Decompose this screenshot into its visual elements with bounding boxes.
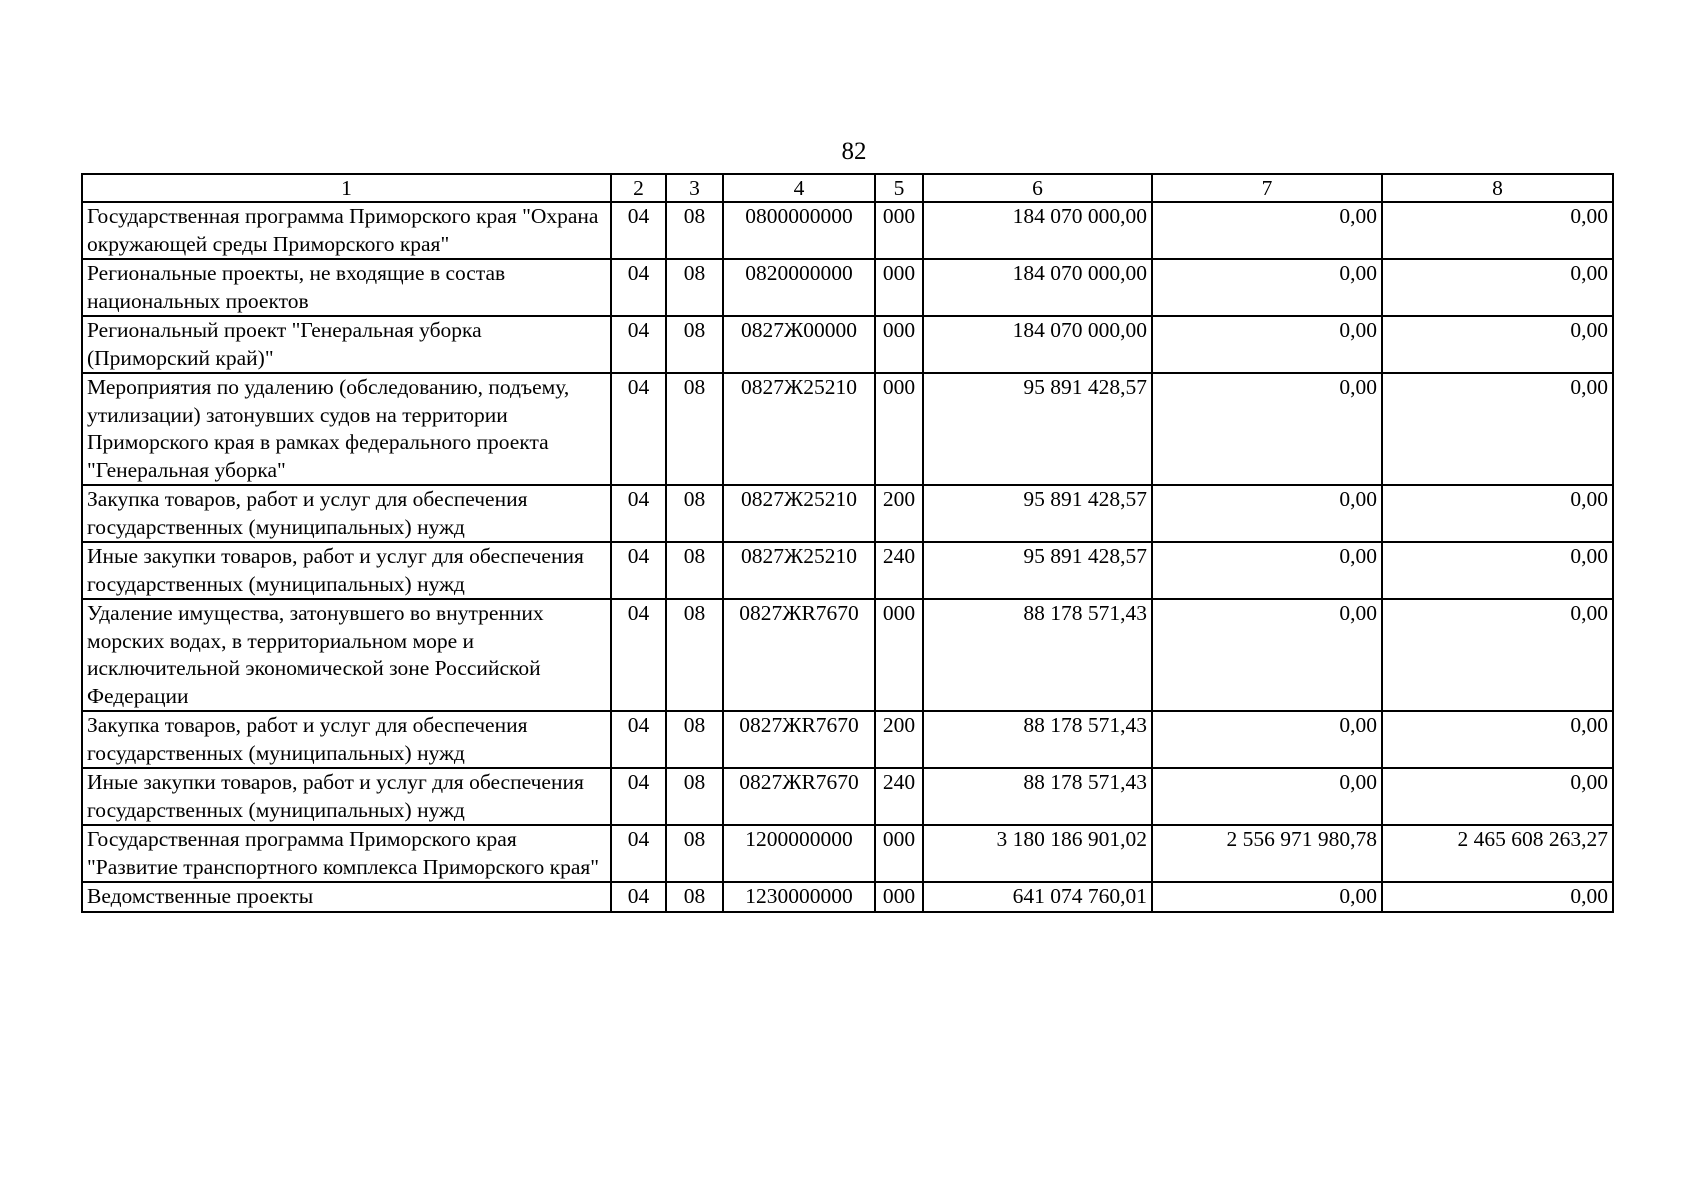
row-section: 04 [611, 882, 666, 912]
row-section: 04 [611, 259, 666, 316]
row-amount-8: 0,00 [1382, 711, 1613, 768]
row-amount-8: 0,00 [1382, 485, 1613, 542]
row-amount-6: 184 070 000,00 [923, 259, 1152, 316]
row-amount-7: 2 556 971 980,78 [1152, 825, 1382, 882]
row-amount-7: 0,00 [1152, 485, 1382, 542]
column-header: 2 [611, 174, 666, 202]
row-amount-8: 0,00 [1382, 768, 1613, 825]
column-header: 3 [666, 174, 723, 202]
row-name: Государственная программа Приморского края "Развитие транспортного комплекса Приморского края" [82, 825, 611, 882]
row-expense-type: 000 [875, 373, 923, 485]
row-section: 04 [611, 825, 666, 882]
row-amount-6: 184 070 000,00 [923, 316, 1152, 373]
row-name: Региональные проекты, не входящие в состав национальных проектов [82, 259, 611, 316]
row-subsection: 08 [666, 711, 723, 768]
row-amount-6: 88 178 571,43 [923, 599, 1152, 711]
budget-table [81, 173, 1614, 913]
table-row [82, 485, 1613, 542]
row-amount-6: 184 070 000,00 [923, 202, 1152, 259]
row-name: Мероприятия по удалению (обследованию, подъему, утилизации) затонувших судов на территории Приморского края в рамках федерального проекта "Генеральная уборка" [82, 373, 611, 485]
row-amount-6: 95 891 428,57 [923, 485, 1152, 542]
column-header: 4 [723, 174, 875, 202]
column-header: 5 [875, 174, 923, 202]
row-expense-type: 000 [875, 259, 923, 316]
table-row [82, 711, 1613, 768]
row-section: 04 [611, 542, 666, 599]
row-name: Закупка товаров, работ и услуг для обеспечения государственных (муниципальных) нужд [82, 485, 611, 542]
row-target-code: 1230000000 [723, 882, 875, 912]
row-subsection: 08 [666, 373, 723, 485]
page-number: 82 [841, 138, 867, 165]
row-amount-6: 3 180 186 901,02 [923, 825, 1152, 882]
row-subsection: 08 [666, 768, 723, 825]
row-amount-7: 0,00 [1152, 316, 1382, 373]
row-expense-type: 200 [875, 711, 923, 768]
column-header: 7 [1152, 174, 1382, 202]
row-name: Иные закупки товаров, работ и услуг для обеспечения государственных (муниципальных) нужд [82, 542, 611, 599]
row-section: 04 [611, 373, 666, 485]
row-section: 04 [611, 316, 666, 373]
row-amount-7: 0,00 [1152, 768, 1382, 825]
row-subsection: 08 [666, 316, 723, 373]
row-amount-8: 0,00 [1382, 373, 1613, 485]
row-expense-type: 000 [875, 882, 923, 912]
table-row [82, 202, 1613, 259]
row-amount-6: 95 891 428,57 [923, 373, 1152, 485]
table-row [82, 599, 1613, 711]
table-row [82, 542, 1613, 599]
row-subsection: 08 [666, 882, 723, 912]
row-subsection: 08 [666, 825, 723, 882]
row-subsection: 08 [666, 542, 723, 599]
row-target-code: 0827Ж00000 [723, 316, 875, 373]
row-amount-7: 0,00 [1152, 711, 1382, 768]
row-name: Государственная программа Приморского края "Охрана окружающей среды Приморского края" [82, 202, 611, 259]
row-target-code: 0820000000 [723, 259, 875, 316]
row-expense-type: 000 [875, 825, 923, 882]
row-amount-7: 0,00 [1152, 599, 1382, 711]
column-header: 1 [82, 174, 611, 202]
row-name: Региональный проект "Генеральная уборка (Приморский край)" [82, 316, 611, 373]
row-amount-6: 88 178 571,43 [923, 768, 1152, 825]
row-subsection: 08 [666, 599, 723, 711]
row-amount-8: 0,00 [1382, 882, 1613, 912]
row-expense-type: 000 [875, 202, 923, 259]
row-target-code: 0827Ж25210 [723, 542, 875, 599]
row-amount-8: 2 465 608 263,27 [1382, 825, 1613, 882]
row-target-code: 0827ЖR7670 [723, 599, 875, 711]
row-amount-8: 0,00 [1382, 542, 1613, 599]
table-row [82, 316, 1613, 373]
row-amount-7: 0,00 [1152, 259, 1382, 316]
row-section: 04 [611, 768, 666, 825]
row-name: Удаление имущества, затонувшего во внутренних морских водах, в территориальном море и исключительной экономической зоне Российской Федерации [82, 599, 611, 711]
row-subsection: 08 [666, 485, 723, 542]
row-expense-type: 200 [875, 485, 923, 542]
table-row [82, 373, 1613, 485]
table-row [82, 825, 1613, 882]
row-amount-7: 0,00 [1152, 882, 1382, 912]
row-expense-type: 240 [875, 768, 923, 825]
row-target-code: 0827ЖR7670 [723, 768, 875, 825]
table-row [82, 768, 1613, 825]
row-amount-8: 0,00 [1382, 316, 1613, 373]
row-section: 04 [611, 599, 666, 711]
row-amount-8: 0,00 [1382, 599, 1613, 711]
row-expense-type: 240 [875, 542, 923, 599]
table-row [82, 259, 1613, 316]
row-amount-7: 0,00 [1152, 373, 1382, 485]
row-subsection: 08 [666, 259, 723, 316]
row-amount-6: 88 178 571,43 [923, 711, 1152, 768]
row-amount-7: 0,00 [1152, 202, 1382, 259]
row-target-code: 0827Ж25210 [723, 485, 875, 542]
row-amount-8: 0,00 [1382, 202, 1613, 259]
row-amount-7: 0,00 [1152, 542, 1382, 599]
row-section: 04 [611, 485, 666, 542]
row-target-code: 1200000000 [723, 825, 875, 882]
row-name: Закупка товаров, работ и услуг для обеспечения государственных (муниципальных) нужд [82, 711, 611, 768]
table-row [82, 882, 1613, 912]
row-name: Ведомственные проекты [82, 882, 611, 912]
row-section: 04 [611, 202, 666, 259]
header-row [82, 174, 1613, 202]
row-target-code: 0827Ж25210 [723, 373, 875, 485]
row-section: 04 [611, 711, 666, 768]
row-amount-6: 95 891 428,57 [923, 542, 1152, 599]
row-expense-type: 000 [875, 599, 923, 711]
row-target-code: 0800000000 [723, 202, 875, 259]
row-amount-8: 0,00 [1382, 259, 1613, 316]
row-subsection: 08 [666, 202, 723, 259]
row-amount-6: 641 074 760,01 [923, 882, 1152, 912]
row-expense-type: 000 [875, 316, 923, 373]
row-target-code: 0827ЖR7670 [723, 711, 875, 768]
column-header: 6 [923, 174, 1152, 202]
column-header: 8 [1382, 174, 1613, 202]
row-name: Иные закупки товаров, работ и услуг для обеспечения государственных (муниципальных) нужд [82, 768, 611, 825]
